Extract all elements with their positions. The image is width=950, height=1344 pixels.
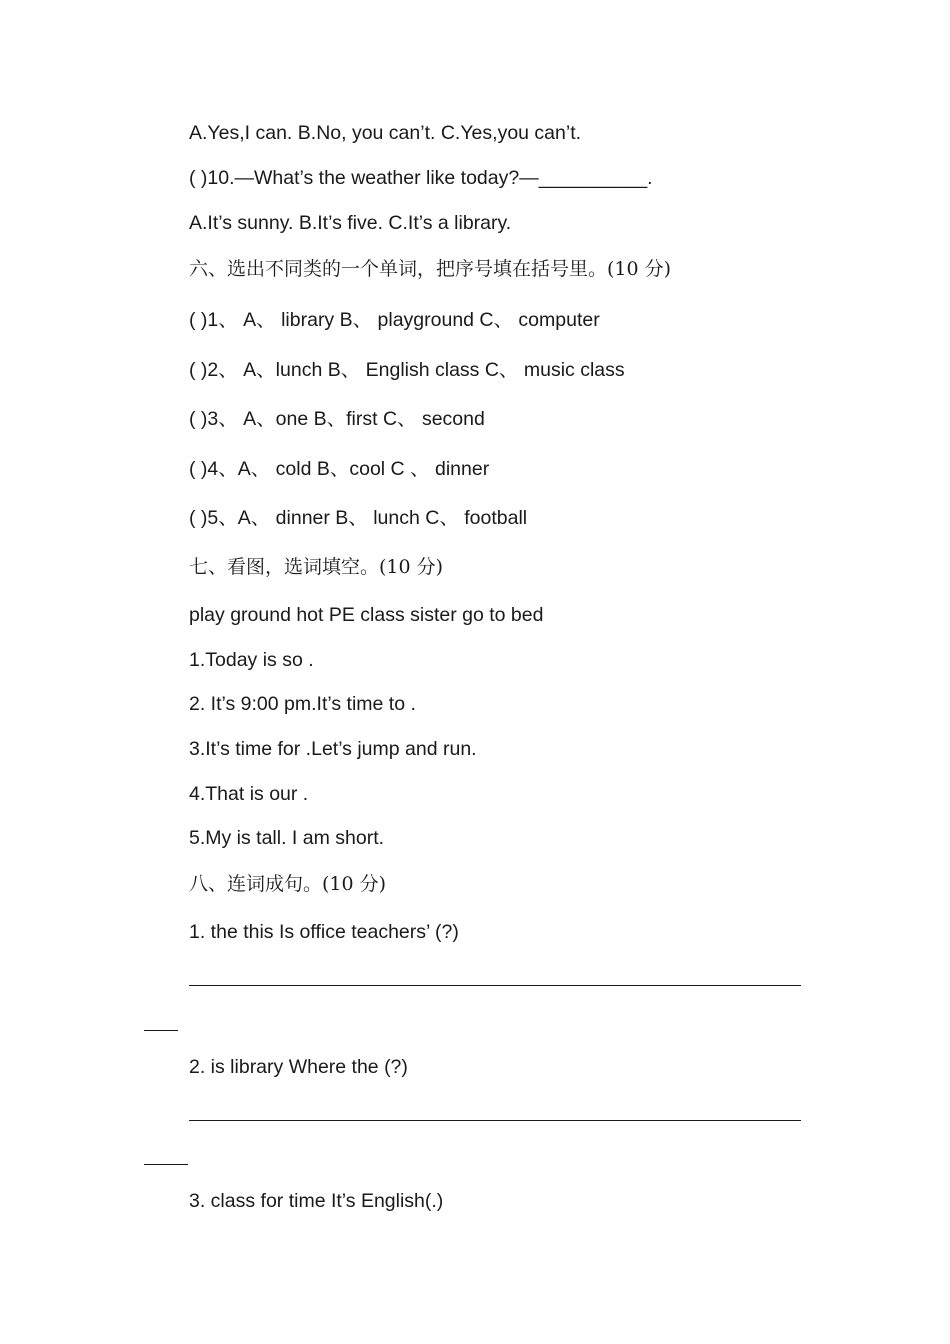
section-7-item-5: 5.My is tall. I am short. bbox=[189, 827, 385, 849]
section-7-word-bank: play ground hot PE class sister go to bed bbox=[189, 604, 544, 626]
section-7-title: 七、看图，选词填空。(10 分) bbox=[189, 556, 444, 578]
section-8-item-3: 3. class for time It’s English(.) bbox=[189, 1190, 444, 1212]
q10-question: ( )10.—What’s the weather like today?—__________. bbox=[189, 167, 653, 189]
answer-line-tail bbox=[144, 1030, 178, 1031]
section-6-title: 六、选出不同类的一个单词，把序号填在括号里。(10 分) bbox=[189, 258, 672, 280]
q10-options: A.It’s sunny. B.It’s five. C.It’s a library. bbox=[189, 212, 512, 234]
section-6-item-2: ( )2、 A、lunch B、 English class C、 music class bbox=[189, 359, 625, 381]
section-6-item-5: ( )5、A、 dinner B、 lunch C、 football bbox=[189, 507, 528, 529]
answer-line-tail bbox=[144, 1164, 188, 1165]
section-6-item-1: ( )1、 A、 library B、 playground C、 computer bbox=[189, 309, 600, 331]
section-6-item-4: ( )4、A、 cold B、cool C 、 dinner bbox=[189, 458, 490, 480]
section-8-title: 八、连词成句。(10 分) bbox=[189, 873, 387, 895]
section-7-item-2: 2. It’s 9:00 pm.It’s time to . bbox=[189, 693, 416, 715]
answer-line bbox=[189, 1120, 801, 1121]
section-7-item-3: 3.It’s time for .Let’s jump and run. bbox=[189, 738, 477, 760]
section-8-item-1: 1. the this Is office teachers’ (?) bbox=[189, 921, 459, 943]
q9-options: A.Yes,I can. B.No, you can’t. C.Yes,you can’t. bbox=[189, 122, 582, 144]
section-8-item-2: 2. is library Where the (?) bbox=[189, 1056, 408, 1078]
section-7-item-4: 4.That is our . bbox=[189, 783, 309, 805]
section-6-item-3: ( )3、 A、one B、first C、 second bbox=[189, 408, 485, 430]
section-7-item-1: 1.Today is so . bbox=[189, 649, 314, 671]
answer-line bbox=[189, 985, 801, 986]
